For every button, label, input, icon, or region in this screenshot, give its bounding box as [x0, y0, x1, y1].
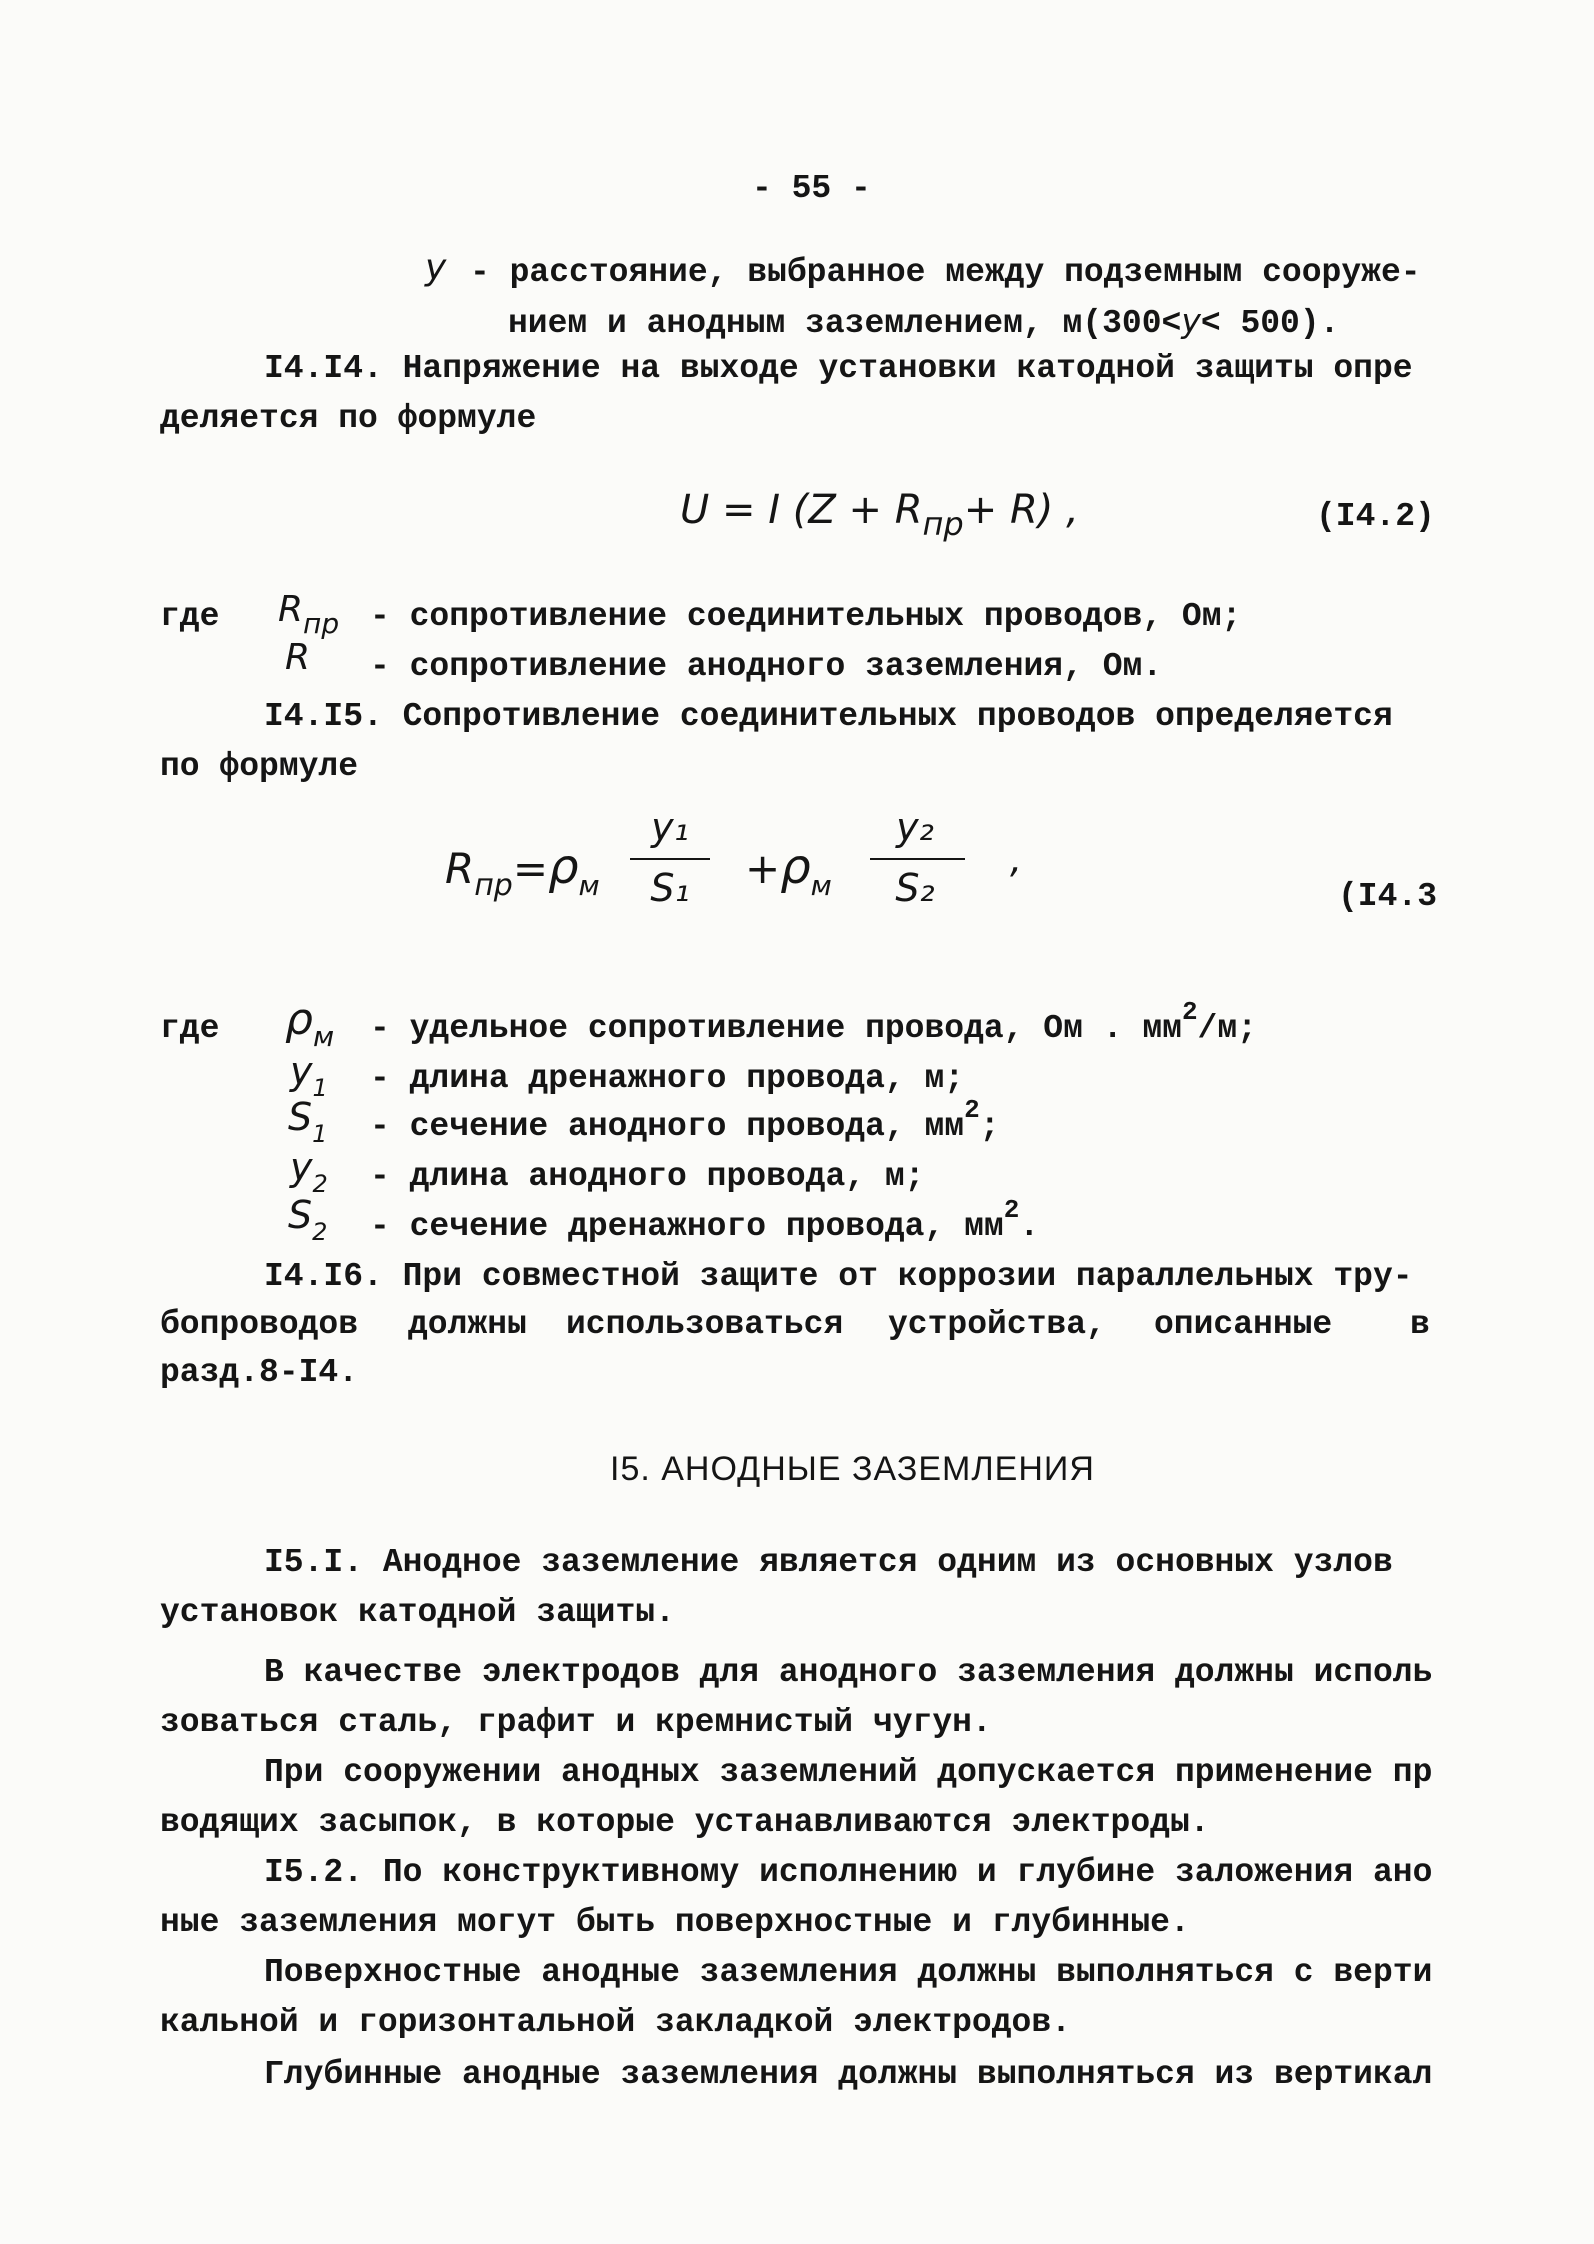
def142-symbol-rpr: $R_{пр}$: [278, 589, 340, 640]
formula-143-comma: ,: [1010, 837, 1023, 881]
formula-143-number: (I4.3: [1338, 878, 1438, 915]
def143-text-y1: - длина дренажного провода, м;: [370, 1060, 965, 1097]
def143-symbol-rho: $\rho_м$: [285, 994, 335, 1053]
p1416-line-2f: в: [1410, 1306, 1430, 1343]
def143-symbol-s1: $S_1$: [288, 1095, 328, 1148]
fraction-1-bar: [630, 858, 710, 860]
intro-symbol: y: [425, 247, 447, 288]
def143-text-s2: - сечение дренажного провода, $мм^2$.: [370, 1195, 1040, 1245]
p1416-line-1: I4.I6. При совместной защите от коррозии параллельных тру-: [264, 1258, 1413, 1295]
p1415-line-1: I4.I5. Сопротивление соединительных проводов определяется: [264, 698, 1393, 735]
s15-line-7: I5.2. По конструктивному исполнению и глубине заложения ано: [264, 1854, 1433, 1891]
s15-line-3: В качестве электродов для анодного заземления должны исполь: [264, 1654, 1433, 1691]
def143-lead: где: [160, 1010, 220, 1047]
s15-line-10: кальной и горизонтальной закладкой электродов.: [160, 2004, 1071, 2041]
s15-line-1: I5.I. Анодное заземление является одним из основных узлов: [264, 1544, 1393, 1581]
section-heading: I5. АНОДНЫЕ ЗАЗЕМЛЕНИЯ: [610, 1450, 1095, 1488]
s15-line-4: зоваться сталь, графит и кремнистый чугун.: [160, 1704, 992, 1741]
page-number: - 55 -: [752, 170, 871, 207]
p1416-line-2e: описанные: [1154, 1306, 1333, 1343]
p1416-line-2b: должны: [408, 1306, 527, 1343]
formula-143-plus-rho: $+\rho_м$: [745, 839, 832, 902]
def142-text-r: - сопротивление анодного заземления, Ом.: [370, 648, 1163, 685]
fraction-2-denominator: S₂: [895, 866, 935, 910]
fraction-1-denominator: S₁: [650, 866, 690, 910]
def143-text-s1: - сечение анодного провода, $мм^2$;: [370, 1095, 1000, 1145]
fraction-2-numerator: y₂: [896, 805, 934, 849]
fraction-2-bar: [870, 858, 965, 860]
def143-symbol-y1: $y_1$: [290, 1049, 328, 1102]
intro-line-2: нием и анодным заземлением, м(300<y< 500).: [508, 301, 1340, 342]
p1414-line-1: I4.I4. Напряжение на выходе установки катодной защиты опре: [264, 350, 1413, 387]
def143-text-y2: - длина анодного провода, м;: [370, 1158, 925, 1195]
p1416-line-2a: бопроводов: [160, 1306, 359, 1343]
def142-symbol-r: R: [285, 637, 311, 678]
p1414-line-2: деляется по формуле: [160, 400, 537, 437]
s15-line-2: установок катодной защиты.: [160, 1594, 675, 1631]
formula-142-expression: U = I $(Z + R_{пр}+ R)$ ,: [680, 487, 1079, 543]
p1415-line-2: по формуле: [160, 748, 359, 785]
p1416-line-2c: использоваться: [566, 1306, 844, 1343]
s15-line-5: При сооружении анодных заземлений допускается применение пр: [264, 1754, 1433, 1791]
fraction-1-numerator: y₁: [651, 805, 689, 849]
intro-line-1: - расстояние, выбранное между подземным сооруже-: [470, 254, 1421, 291]
s15-line-8: ные заземления могут быть поверхностные и глубинные.: [160, 1904, 1190, 1941]
s15-line-6: водящих засыпок, в которые устанавливаются электроды.: [160, 1804, 1210, 1841]
formula-142-number: (I4.2): [1316, 498, 1435, 535]
s15-line-9: Поверхностные анодные заземления должны выполняться с верти: [264, 1954, 1433, 1991]
def143-symbol-y2: $y_2$: [290, 1145, 328, 1198]
def143-text-rho: - удельное сопротивление провода, Ом . $мм^2/м$;: [370, 997, 1257, 1047]
def142-lead: где: [160, 598, 220, 635]
def142-text-rpr: - сопротивление соединительных проводов, Ом;: [370, 598, 1242, 635]
s15-line-11: Глубинные анодные заземления должны выполняться из вертикал: [264, 2056, 1433, 2093]
formula-143-lhs: $R_{пр}=\rho_м$: [445, 839, 600, 903]
p1416-line-3: разд.8-I4.: [160, 1354, 359, 1391]
p1416-line-2d: устройства,: [888, 1306, 1106, 1343]
def143-symbol-s2: $S_2$: [288, 1193, 328, 1246]
